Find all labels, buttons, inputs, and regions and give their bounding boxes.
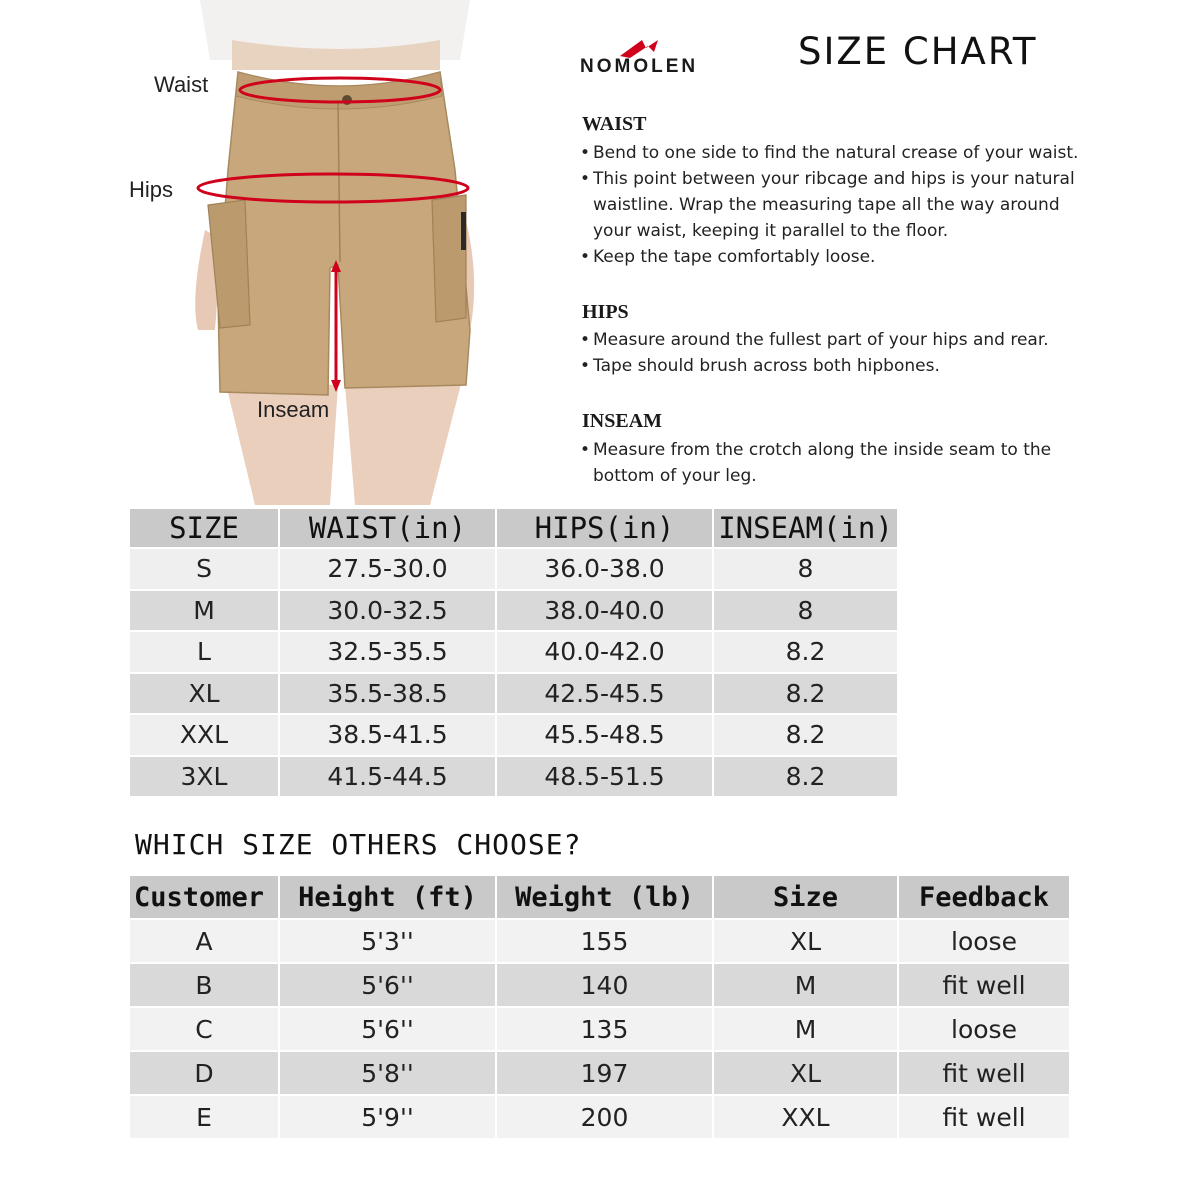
table-cell: 155: [497, 920, 714, 964]
shorts: [208, 72, 470, 395]
table-cell: fit well: [899, 1052, 1071, 1096]
list-item: • Bend to one side to find the natural crease of your waist.: [580, 140, 1080, 166]
inseam-heading: INSEAM: [582, 410, 663, 432]
waist-label: Waist: [154, 72, 209, 97]
table-row: [130, 964, 1071, 1008]
inseam-label: Inseam: [257, 397, 330, 422]
col-header-size: Size: [714, 876, 899, 920]
table-cell: 30.0-32.5: [280, 591, 497, 633]
col-header-hips: HIPS(in): [497, 509, 714, 549]
table-cell: XXL: [714, 1096, 899, 1140]
table-cell: 35.5-38.5: [280, 674, 497, 716]
brand-logo: [580, 38, 770, 78]
table-cell: 135: [497, 1008, 714, 1052]
table-row: [130, 1096, 1071, 1140]
table-cell: E: [130, 1096, 280, 1140]
col-header-height: Height (ft): [280, 876, 497, 920]
table-cell: M: [714, 964, 899, 1008]
inseam-instructions: [580, 437, 1080, 489]
table-cell: XL: [714, 1052, 899, 1096]
table-cell: L: [130, 632, 280, 674]
page-title: SIZE CHART: [798, 30, 1038, 73]
table-cell: XL: [714, 920, 899, 964]
waist-heading: WAIST: [582, 113, 647, 135]
table-cell: 5'3'': [280, 920, 497, 964]
table-cell: fit well: [899, 964, 1071, 1008]
table-cell: 42.5-45.5: [497, 674, 714, 716]
table-cell: 38.0-40.0: [497, 591, 714, 633]
table-cell: M: [714, 1008, 899, 1052]
hips-label: Hips: [129, 177, 174, 202]
table-cell: M: [130, 591, 280, 633]
table-cell: S: [130, 549, 280, 591]
col-header-waist: WAIST(in): [280, 509, 497, 549]
col-header-inseam: INSEAM(in): [714, 509, 899, 549]
table-cell: D: [130, 1052, 280, 1096]
list-item: • Measure around the fullest part of your hips and rear.: [580, 327, 1080, 353]
table-cell: loose: [899, 920, 1071, 964]
table-row: [130, 591, 899, 633]
col-header-customer: Customer: [130, 876, 280, 920]
table-cell: 40.0-42.0: [497, 632, 714, 674]
table-cell: 197: [497, 1052, 714, 1096]
table-cell: 200: [497, 1096, 714, 1140]
table-cell: 8.2: [714, 632, 899, 674]
col-header-weight: Weight (lb): [497, 876, 714, 920]
table-cell: 8.2: [714, 674, 899, 716]
table-cell: 38.5-41.5: [280, 715, 497, 757]
table-cell: B: [130, 964, 280, 1008]
table-row: [130, 920, 1071, 964]
list-item: • Measure from the crotch along the inside seam to the bottom of your leg.: [580, 437, 1080, 489]
table-row: [130, 1052, 1071, 1096]
list-item: • This point between your ribcage and hips is your natural waistline. Wrap the measuring tape all the way around your waist, keeping it parallel to the floor.: [580, 166, 1080, 244]
table-row: [130, 757, 899, 799]
table-cell: 5'8'': [280, 1052, 497, 1096]
table-cell: 8.2: [714, 715, 899, 757]
brand-swoosh-icon: [580, 38, 770, 58]
table-cell: loose: [899, 1008, 1071, 1052]
table-cell: 48.5-51.5: [497, 757, 714, 799]
table-cell: 3XL: [130, 757, 280, 799]
table-header-row: [130, 509, 899, 549]
hips-heading: HIPS: [582, 301, 629, 323]
customer-table: [130, 876, 1071, 1140]
table-cell: A: [130, 920, 280, 964]
table-cell: 5'6'': [280, 964, 497, 1008]
table-cell: 32.5-35.5: [280, 632, 497, 674]
col-header-size: SIZE: [130, 509, 280, 549]
table-cell: C: [130, 1008, 280, 1052]
table-cell: XL: [130, 674, 280, 716]
table-header-row: [130, 876, 1071, 920]
table-cell: 8: [714, 549, 899, 591]
table-cell: 5'9'': [280, 1096, 497, 1140]
brand-name: NOMOLEN: [580, 56, 699, 77]
table-cell: 8.2: [714, 757, 899, 799]
table-row: [130, 632, 899, 674]
table-row: [130, 549, 899, 591]
table-cell: 27.5-30.0: [280, 549, 497, 591]
table-cell: 45.5-48.5: [497, 715, 714, 757]
table-cell: 5'6'': [280, 1008, 497, 1052]
table-cell: fit well: [899, 1096, 1071, 1140]
others-section-title: WHICH SIZE OTHERS CHOOSE?: [135, 828, 582, 861]
waist-instructions: [580, 140, 1080, 270]
table-row: [130, 715, 899, 757]
hips-instructions: [580, 327, 1080, 379]
size-table: [130, 509, 899, 798]
table-cell: 41.5-44.5: [280, 757, 497, 799]
table-cell: 8: [714, 591, 899, 633]
table-cell: XXL: [130, 715, 280, 757]
table-cell: 36.0-38.0: [497, 549, 714, 591]
table-cell: 140: [497, 964, 714, 1008]
table-row: [130, 1008, 1071, 1052]
list-item: • Keep the tape comfortably loose.: [580, 244, 1080, 270]
table-row: [130, 674, 899, 716]
col-header-feedback: Feedback: [899, 876, 1071, 920]
list-item: • Tape should brush across both hipbones.: [580, 353, 1080, 379]
